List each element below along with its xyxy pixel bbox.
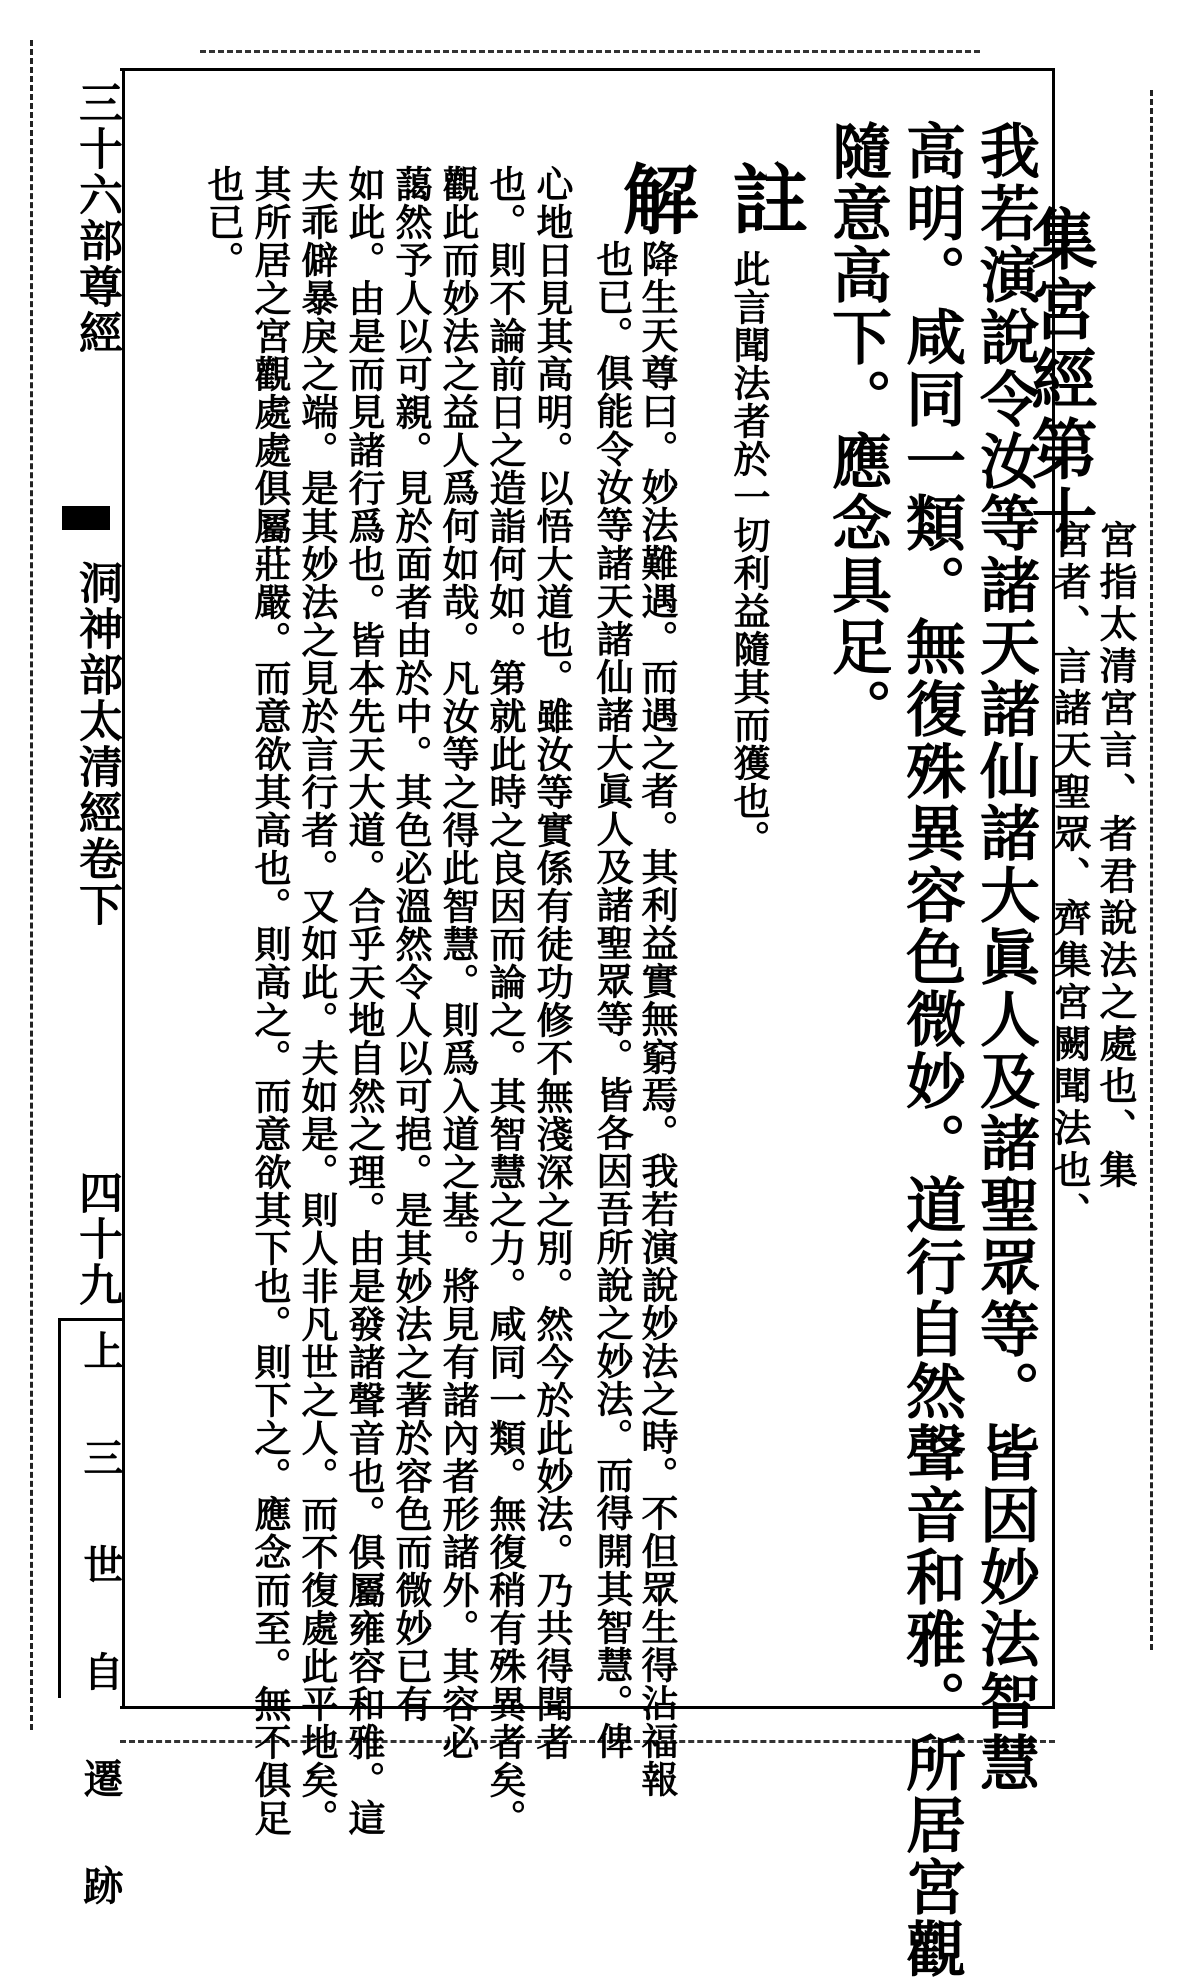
jie-text-line-7: 如此。由是而見諸行爲也。皆本先天大道。合乎天地自然之理。由是發諸聲音也。俱屬雍容和雅。這 [342, 165, 386, 1837]
jie-label: 解 [610, 160, 699, 236]
jie-text-line-1: 降生天尊曰。妙法難遇。而遇之者。其利益實無窮焉。我若演說妙法之時。不但眾生得沾福報 [635, 240, 679, 1798]
margin-fishtail-mark [62, 506, 110, 530]
frame-top-dashes [200, 50, 980, 53]
frame-top-border [120, 68, 1055, 71]
chapter-title: 集宮經第十 [1020, 205, 1098, 555]
main-text-line-2: 高明。咸同一類。無復殊異容色微妙。道行自然聲音和雅。所居宮觀 [896, 120, 966, 1980]
margin-book-title: 洞神部太清經卷下 [71, 560, 122, 928]
jie-text-line-6: 藹然予人以可親。見於面者由於中。其色必溫然令人以可挹。是其妙法之著於容色而微妙已有 [389, 165, 433, 1723]
zhu-text: 此言聞法者於一切利益隨其而獲也。 [727, 250, 771, 858]
margin-bottom-text: 上 三 世 自 遷 跡 [77, 1330, 124, 1915]
chapter-note-right: 宮指太清宮言、者君說法之處也、集 [1093, 520, 1138, 1192]
jie-text-line-10: 也已。 [201, 165, 245, 279]
margin-page-number: 四十九 [71, 1170, 122, 1308]
jie-text-line-4: 也。則不論前日之造詣何如。第就此時之良因而論之。其智慧之力。咸同一類。無復稍有殊異者矣。 [483, 165, 527, 1837]
main-text-line-1: 我若演說令汝等諸天諸仙諸大眞人及諸聖眾等。皆因妙法智慧 [970, 120, 1040, 1794]
chapter-note-left: 宮者、言諸天聖眾、齊集宮闕聞法也、 [1047, 520, 1092, 1234]
jie-text-line-2: 也已。俱能令汝等諸天諸仙諸大眞人及諸聖眾等。皆各因吾所說之妙法。而得開其智慧。俾 [590, 240, 634, 1760]
margin-bottom-box-top [58, 1318, 122, 1321]
margin-title: 三十六部尊經 [71, 80, 122, 356]
left-edge-dashes [30, 40, 33, 1730]
zhu-label: 註 [720, 160, 809, 236]
jie-text-line-5: 觀此而妙法之益人爲何如哉。凡汝等之得此智慧。則爲入道之基。將見有諸內者形諸外。其容必 [436, 165, 480, 1761]
jie-text-line-8: 夫乖僻暴戾之端。是其妙法之見於言行者。又如此。夫如是。則人非凡世之人。而不復處此平地矣。 [295, 165, 339, 1837]
main-text-line-3: 隨意高下。應念具足。 [822, 120, 892, 740]
right-edge-dashes [1150, 90, 1153, 1650]
jie-text-line-9: 其所居之宮觀處處俱屬莊嚴。而意欲其高也。則高之。而意欲其下也。則下之。應念而至。無不俱足 [248, 165, 292, 1837]
jie-text-line-3: 心地日見其高明。以悟大道也。雖汝等實係有徒功修不無淺深之別。然今於此妙法。乃共得聞者 [530, 165, 574, 1761]
margin-bottom-box-left [58, 1318, 61, 1698]
